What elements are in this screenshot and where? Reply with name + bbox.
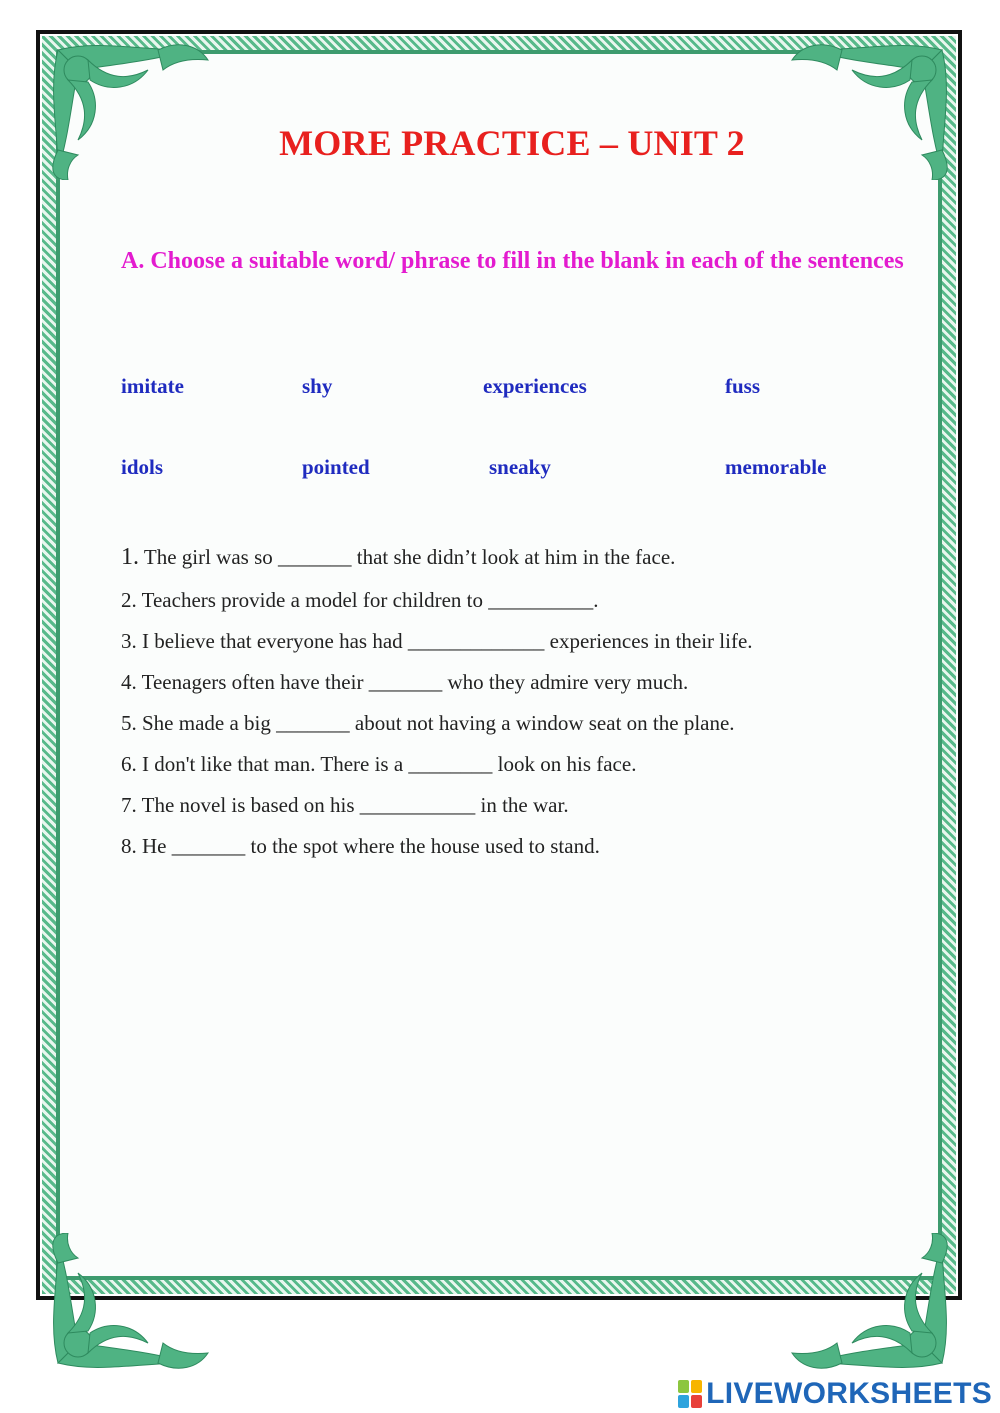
sentence-text: The novel is based on his ___________ in the war. bbox=[141, 793, 569, 817]
liveworksheets-brand[interactable] bbox=[678, 1376, 992, 1412]
sentence-text: Teachers provide a model for children to __________. bbox=[141, 588, 599, 612]
word-bank-item: pointed bbox=[302, 455, 370, 479]
sentence-text: I don't like that man. There is a ________ look on his face. bbox=[142, 752, 637, 776]
sentence-item bbox=[121, 788, 911, 829]
sentence-item bbox=[121, 829, 911, 870]
sentence-item bbox=[121, 540, 911, 583]
sentence-item bbox=[121, 706, 911, 747]
floral-ornament-icon bbox=[38, 1233, 218, 1383]
sentence-text: The girl was so _______ that she didn’t look at him in the face. bbox=[143, 545, 676, 569]
sentence-text: He _______ to the spot where the house used to stand. bbox=[142, 834, 600, 858]
word-bank-item: fuss bbox=[725, 374, 761, 398]
word-bank-item: shy bbox=[302, 374, 333, 398]
sentence-number: 2. bbox=[121, 588, 137, 612]
sentence-number: 1. bbox=[121, 544, 139, 570]
sentence-number: 6. bbox=[121, 752, 137, 776]
sentence-number: 4. bbox=[121, 670, 137, 694]
exercise-instruction: A. Choose a suitable word/ phrase to fill in the blank in each of the sentences bbox=[121, 248, 904, 274]
sentence-number: 7. bbox=[121, 793, 137, 817]
sentence-item bbox=[121, 624, 911, 665]
sentence-number: 3. bbox=[121, 629, 137, 653]
sentence-list bbox=[121, 540, 911, 870]
sentence-number: 5. bbox=[121, 711, 137, 735]
word-bank-item: memorable bbox=[725, 455, 827, 479]
sentence-number: 8. bbox=[121, 834, 137, 858]
sentence-text: Teenagers often have their _______ who they admire very much. bbox=[141, 670, 689, 694]
word-bank-item: sneaky bbox=[489, 455, 551, 479]
brand-name: LIVEWORKSHEETS bbox=[706, 1377, 992, 1410]
sentence-item bbox=[121, 583, 911, 624]
word-bank-item: imitate bbox=[121, 374, 184, 398]
sentence-text: She made a big _______ about not having a window seat on the plane. bbox=[142, 711, 735, 735]
sentence-item bbox=[121, 665, 911, 706]
word-bank-item: idols bbox=[121, 455, 164, 479]
sentence-text: I believe that everyone has had _____________ experiences in their life. bbox=[142, 629, 753, 653]
liveworksheets-logo-icon bbox=[678, 1380, 702, 1408]
floral-ornament-icon bbox=[782, 1233, 962, 1383]
word-bank-item: experiences bbox=[483, 374, 587, 398]
sentence-item bbox=[121, 747, 911, 788]
page-title: MORE PRACTICE – UNIT 2 bbox=[279, 123, 745, 163]
